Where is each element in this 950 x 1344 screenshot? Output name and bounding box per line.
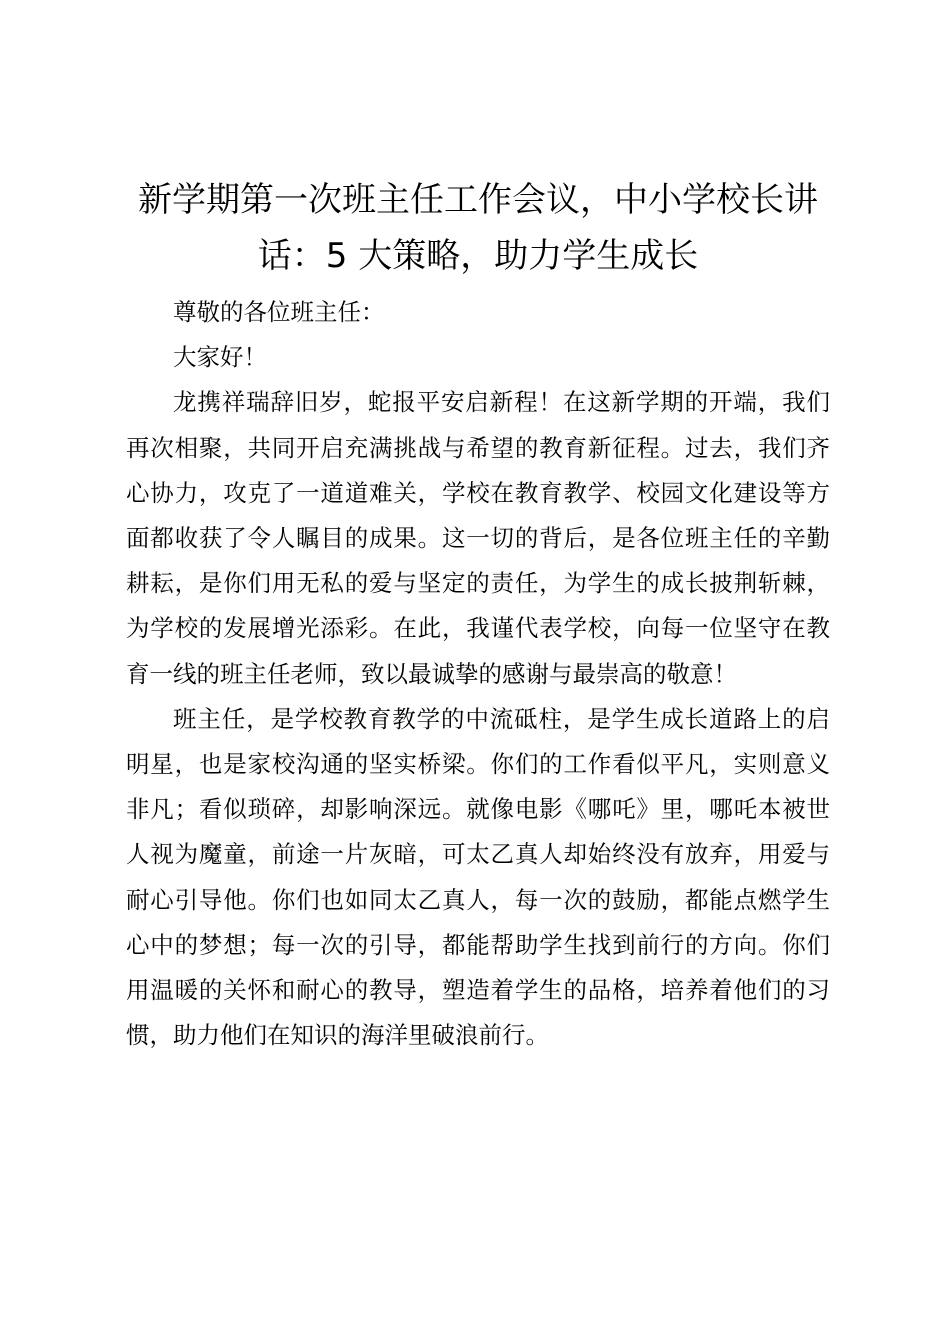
paragraph-1: 龙携祥瑞辞旧岁，蛇报平安启新程！在这新学期的开端，我们再次相聚，共同开启充满挑战与希望的教育新征程。过去，我们齐心协力，攻克了一道道难关，学校在教育教学、校园文化建设等方面都收获了令人瞩目的成果。这一切的背后，是各位班主任的辛勤耕耘，是你们用无私的爱与坚定的责任，为学生的成长披荆斩棘，为学校的发展增光添彩。在此，我谨代表学校，向每一位坚守在教育一线的班主任老师，致以最诚挚的感谢与最崇高的敬意！ bbox=[126, 388, 830, 688]
paragraph-2: 班主任，是学校教育教学的中流砥柱，是学生成长道路上的启明星，也是家校沟通的坚实桥梁。你们的工作看似平凡，实则意义非凡；看似琐碎，却影响深远。就像电影《哪吒》里，哪吒本被世人视为魔童，前途一片灰暗，可太乙真人却始终没有放弃，用爱与耐心引导他。你们也如同太乙真人，每一次的鼓励，都能点燃学生心中的梦想；每一次的引导，都能帮助学生找到前行的方向。你们用温暖的关怀和耐心的教导，塑造着学生的品格，培养着他们的习惯，助力他们在知识的海洋里破浪前行。 bbox=[126, 704, 830, 1050]
document-title: 新学期第一次班主任工作会议，中小学校长讲话：5 大策略，助力学生成长 bbox=[138, 180, 818, 276]
document-page bbox=[126, 172, 830, 1058]
salutation: 尊敬的各位班主任： bbox=[173, 298, 385, 326]
greeting: 大家好！ bbox=[173, 343, 267, 372]
document-body bbox=[126, 290, 830, 1058]
